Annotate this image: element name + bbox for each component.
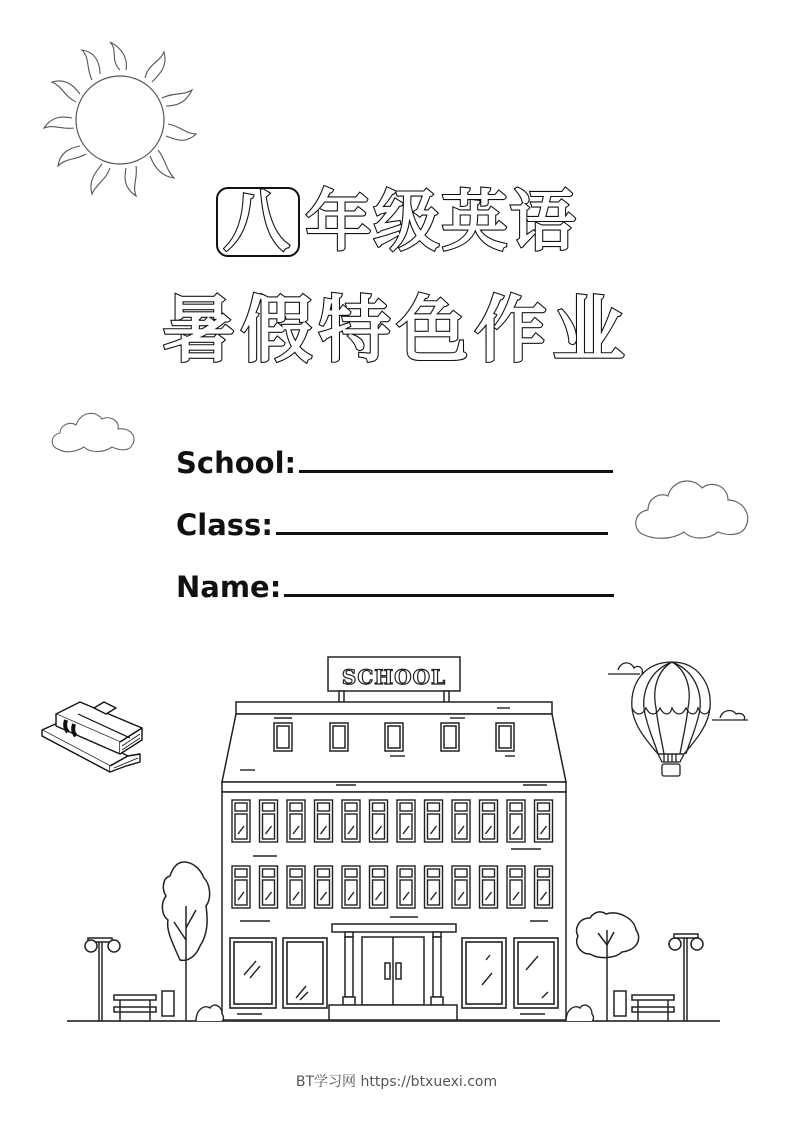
name-input-line[interactable] (284, 570, 614, 597)
name-label: Name: (176, 570, 282, 604)
school-sign-text: SCHOOL (341, 665, 447, 689)
title-line-2: 暑假特色作业 (162, 288, 631, 372)
class-input-line[interactable] (276, 508, 608, 535)
school-building (0, 650, 793, 1030)
title-line-1 (0, 168, 793, 263)
bench-icon (614, 991, 674, 1021)
grade-badge (216, 183, 300, 260)
title-subject: 年级英语 (305, 183, 578, 260)
school-input-line[interactable] (299, 446, 613, 473)
class-field[interactable] (176, 508, 608, 542)
school-label: School: (176, 446, 297, 480)
bush-icon (196, 1005, 224, 1021)
name-field[interactable] (176, 570, 614, 604)
grade-char: 八 (223, 183, 292, 260)
school-field[interactable] (176, 446, 613, 480)
cloud-icon (632, 470, 752, 540)
footer-watermark: BT学习网 https://btxuexi.com (295, 1074, 498, 1090)
bush-icon (566, 1005, 594, 1021)
bench-icon (114, 991, 174, 1021)
class-label: Class: (176, 508, 273, 542)
cloud-icon (50, 405, 138, 453)
